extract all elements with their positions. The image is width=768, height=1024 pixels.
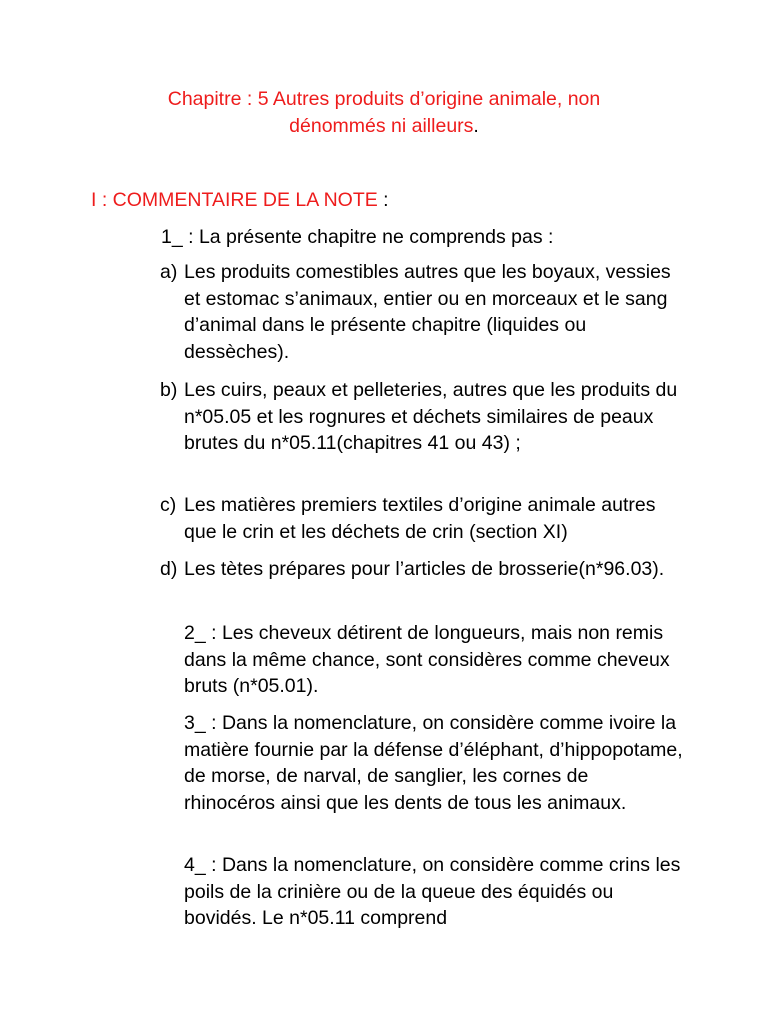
- chapter-title: [120, 86, 648, 140]
- note-4: 4_ : Dans la nomenclature, on considère comme crins les poils de la crinière ou de la queue des équidés ou bovidés. Le n*05.11 comprend: [184, 854, 681, 929]
- note-1-intro: 1_ : La présente chapitre ne comprends pas :: [161, 226, 554, 248]
- list-item-text: Les produits comestibles autres que les boyaux, vessies et estomac s’animaux, entier ou en morceaux et le sang d’animal dans le présente chapitre (liquides ou dessèches).: [184, 261, 671, 363]
- chapter-title-period: .: [473, 115, 479, 137]
- list-marker: b): [160, 379, 178, 401]
- list-item-text: Les matières premiers textiles d’origine animale autres que le crin et les déchets de crin (section XI): [184, 494, 656, 543]
- list-item-d: [160, 556, 690, 583]
- section-heading-text: I : COMMENTAIRE DE LA NOTE: [91, 189, 378, 211]
- chapter-title-line-1: Chapitre : 5 Autres produits d’origine animale, non: [167, 88, 601, 110]
- note-2: 2_ : Les cheveux détirent de longueurs, mais non remis dans la même chance, sont considères comme cheveux bruts (n*05.01).: [184, 622, 670, 697]
- list-item-text: Les cuirs, peaux et pelleteries, autres que les produits du n*05.05 et les rognures et déchets similaires de peaux brutes du n*05.11(chapitres 41 ou 43) ;: [184, 379, 678, 454]
- note-3: 3_ : Dans la nomenclature, on considère comme ivoire la matière fournie par la défense d’éléphant, d’hippopotame, de morse, de narval, de sanglier, les cornes de rhinocéros ainsi que les dents de tous les animaux.: [184, 712, 683, 814]
- list-item-a: [160, 259, 690, 365]
- list-marker: a): [160, 261, 178, 283]
- section-heading: [91, 187, 389, 214]
- list-marker: d): [160, 558, 178, 580]
- section-heading-colon: :: [377, 189, 389, 211]
- chapter-title-line-2: dénommés ni ailleurs: [289, 115, 474, 137]
- list-marker: c): [160, 494, 177, 516]
- list-item-text: Les tètes prépares pour l’articles de brosserie(n*96.03).: [184, 558, 665, 580]
- list-item-c: [160, 492, 690, 545]
- list-item-b: [160, 377, 690, 457]
